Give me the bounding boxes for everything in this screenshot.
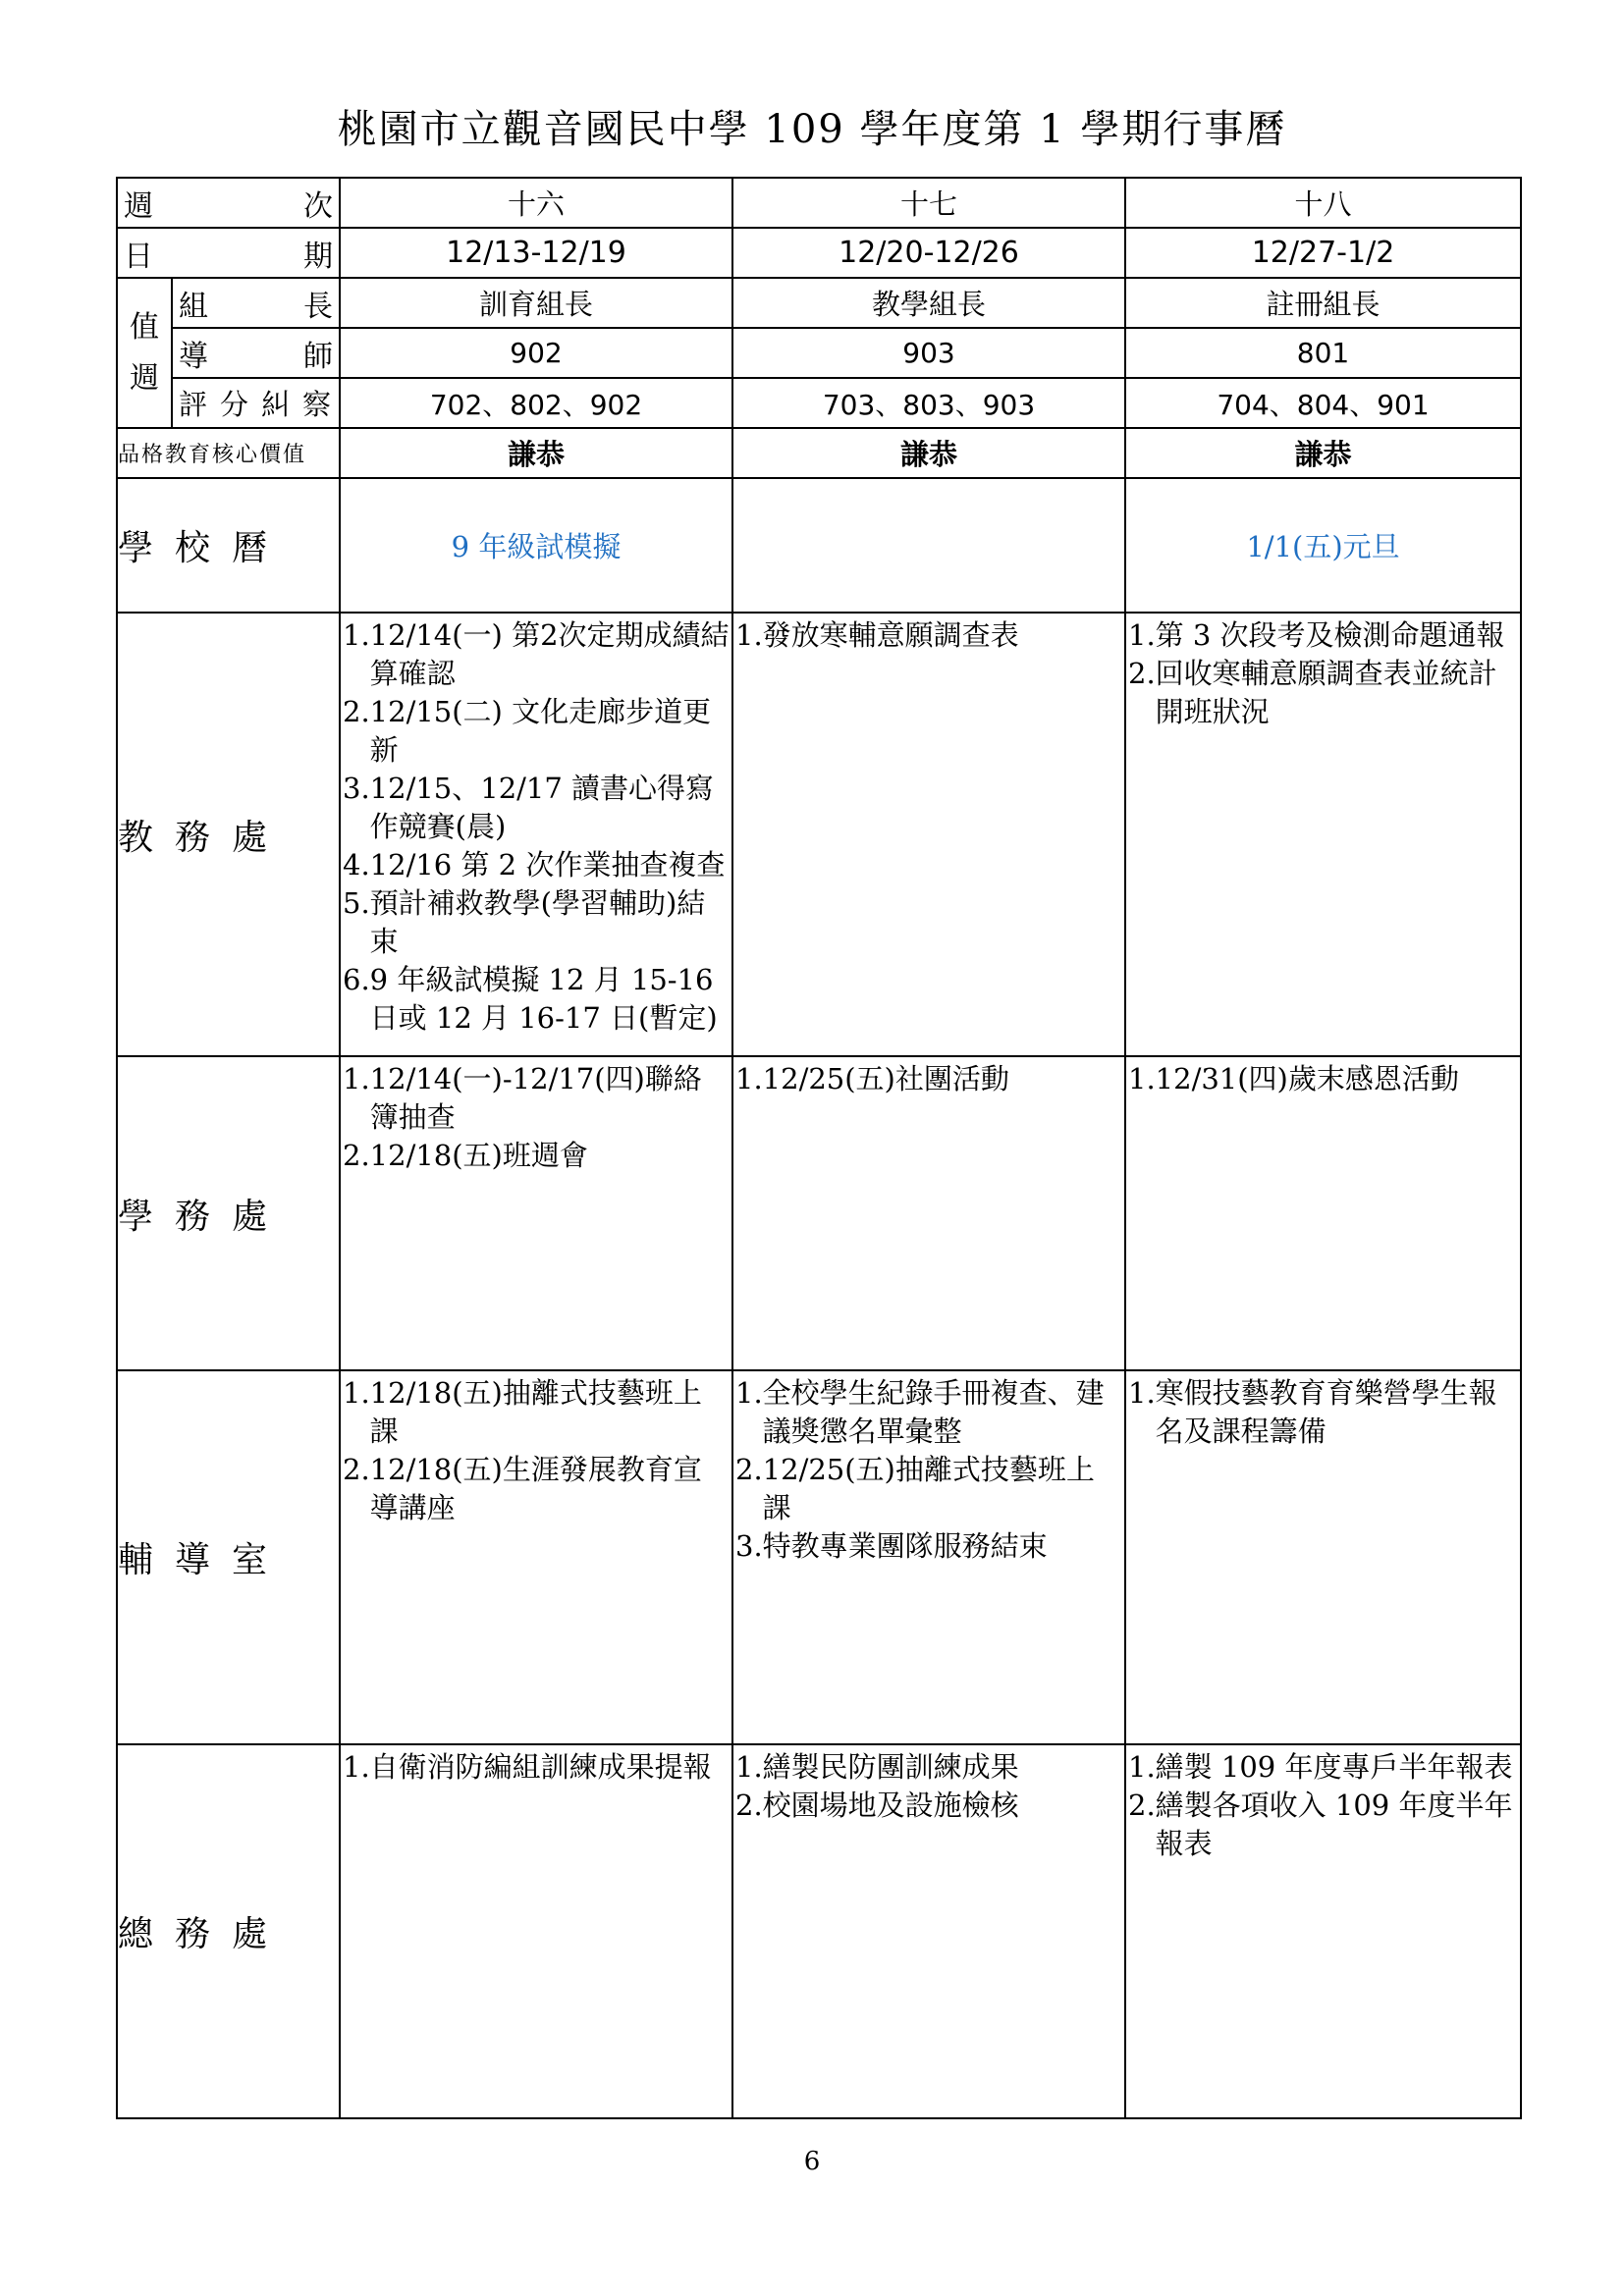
character-label-cell: 品格教育核心價值	[117, 428, 340, 478]
duty-cell: 703、803、903	[732, 378, 1125, 428]
school-calendar-cell: 1/1(五)元旦	[1125, 478, 1521, 613]
school-calendar-cell	[732, 478, 1125, 613]
dept-cell	[340, 613, 732, 1056]
week-cell: 十七	[732, 178, 1125, 228]
list-item-number: 1.	[1128, 1062, 1156, 1095]
dept-cell	[340, 1056, 732, 1370]
list-item-number: 2.	[735, 1789, 763, 1822]
duty-cell: 教學組長	[732, 278, 1125, 328]
duty-sublabel-cell	[172, 378, 340, 428]
list-item	[1128, 1787, 1518, 1863]
dept-row	[117, 1370, 1521, 1744]
duty-sublabel-cell	[172, 278, 340, 328]
list-item	[343, 693, 730, 770]
list-item	[343, 884, 730, 961]
list-item-number: 1.	[343, 618, 370, 652]
dept-cell	[1125, 1370, 1521, 1744]
list-item-number: 1.	[735, 618, 763, 652]
label-char: 長	[303, 289, 333, 324]
list-item-number: 2.	[1128, 1789, 1156, 1822]
list-item-number: 1.	[1128, 1376, 1156, 1410]
list-item-text: 特教專業團隊服務結束	[762, 1529, 1048, 1563]
list-item-text: 寒假技藝教育育樂營學生報名及課程籌備	[1155, 1376, 1497, 1448]
list-item	[343, 846, 730, 884]
dept-cell	[1125, 1744, 1521, 2118]
label-char: 察	[301, 388, 333, 421]
list-item-text: 12/14(一) 第2次定期成績結算確認	[369, 618, 730, 690]
duty-row-inspector	[117, 378, 1521, 428]
dept-row	[117, 613, 1521, 1056]
list-item-number: 1.	[343, 1062, 370, 1095]
dept-cell	[1125, 1056, 1521, 1370]
list-item	[1128, 1060, 1518, 1098]
character-cell: 謙恭	[340, 428, 732, 478]
duty-cell: 801	[1125, 328, 1521, 378]
date-cell: 12/20-12/26	[732, 228, 1125, 278]
list-item-text: 12/14(一)-12/17(四)聯絡簿抽查	[369, 1062, 702, 1134]
list-item-number: 1.	[735, 1376, 763, 1410]
list-item-text: 12/25(五)社團活動	[762, 1062, 1009, 1095]
date-cell: 12/27-1/2	[1125, 228, 1521, 278]
list-item	[343, 1137, 730, 1175]
duty-cell: 訓育組長	[340, 278, 732, 328]
character-row	[117, 428, 1521, 478]
duty-sublabel-cell	[172, 328, 340, 378]
list-item-number: 1.	[735, 1750, 763, 1784]
label-char: 值	[130, 309, 159, 345]
list-item	[343, 1060, 730, 1137]
school-calendar-row	[117, 478, 1521, 613]
list-item-text: 12/31(四)歲末感恩活動	[1155, 1062, 1459, 1095]
duty-cell: 704、804、901	[1125, 378, 1521, 428]
list-item-text: 9 年級試模擬 12 月 15-16 日或 12 月 16-17 日(暫定)	[369, 963, 718, 1035]
list-item	[1128, 616, 1518, 655]
dept-label-cell: 輔導室	[117, 1370, 340, 1744]
list-item-text: 12/18(五)班週會	[369, 1139, 588, 1172]
duty-cell: 903	[732, 328, 1125, 378]
list-item-text: 12/18(五)抽離式技藝班上課	[369, 1376, 702, 1448]
list-item-text: 自衛消防編組訓練成果提報	[369, 1750, 712, 1784]
dept-cell	[732, 1056, 1125, 1370]
list-item-text: 繕製 109 年度專戶半年報表	[1155, 1750, 1513, 1784]
character-cell: 謙恭	[1125, 428, 1521, 478]
list-item-number: 2.	[735, 1453, 763, 1486]
date-label-cell	[117, 228, 340, 278]
dept-cell	[340, 1744, 732, 2118]
dept-cell	[732, 1744, 1125, 2118]
list-item-text: 12/25(五)抽離式技藝班上課	[762, 1453, 1095, 1524]
label-char: 導	[179, 339, 208, 374]
list-item-text: 發放寒輔意願調查表	[762, 618, 1019, 652]
list-item	[735, 1060, 1122, 1098]
list-item	[343, 1748, 730, 1787]
list-item-number: 3.	[735, 1529, 763, 1563]
page-number: 6	[803, 2147, 821, 2176]
list-item-text: 12/15、12/17 讀書心得寫作競賽(晨)	[369, 772, 715, 843]
duty-cell: 702、802、902	[340, 378, 732, 428]
page-title: 桃園市立觀音國民中學 109 學年度第 1 學期行事曆	[337, 107, 1287, 152]
list-item-text: 第 3 次段考及檢測命題通報	[1155, 618, 1505, 652]
list-item-number: 2.	[1128, 657, 1156, 690]
dept-row	[117, 1056, 1521, 1370]
list-item-text: 回收寒輔意願調查表並統計開班狀況	[1155, 657, 1497, 728]
list-item	[1128, 655, 1518, 731]
date-cell: 12/13-12/19	[340, 228, 732, 278]
list-item-number: 1.	[343, 1750, 370, 1784]
label-char: 糾	[260, 388, 292, 421]
list-item-text: 預計補救教學(學習輔助)結束	[369, 886, 706, 958]
label-char: 評	[179, 388, 210, 421]
list-item-number: 1.	[1128, 618, 1156, 652]
dept-cell	[732, 1370, 1125, 1744]
duty-cell: 902	[340, 328, 732, 378]
duty-row-leader	[117, 278, 1521, 328]
list-item-number: 2.	[343, 695, 370, 728]
label-char: 分	[219, 388, 250, 421]
list-item-number: 2.	[343, 1453, 370, 1486]
week-row	[117, 178, 1521, 228]
week-cell: 十八	[1125, 178, 1521, 228]
label-char: 組	[179, 289, 208, 324]
list-item-text: 全校學生紀錄手冊複查、建議獎懲名單彙整	[762, 1376, 1105, 1448]
list-item-text: 校園場地及設施檢核	[762, 1789, 1019, 1822]
label-char: 週	[130, 360, 159, 396]
duty-label-cell	[117, 278, 172, 428]
label-char: 期	[303, 239, 333, 274]
character-cell: 謙恭	[732, 428, 1125, 478]
list-item	[735, 1748, 1122, 1787]
calendar-table	[116, 177, 1522, 2119]
list-item	[735, 1787, 1122, 1825]
list-item	[735, 1527, 1122, 1566]
list-item-text: 12/16 第 2 次作業抽查複查	[369, 848, 726, 881]
list-item	[735, 1451, 1122, 1527]
label-char: 師	[303, 339, 333, 374]
list-item-number: 1.	[735, 1062, 763, 1095]
label-char: 日	[124, 239, 153, 274]
list-item-number: 4.	[343, 848, 370, 881]
duty-row-teacher	[117, 328, 1521, 378]
list-item-number: 3.	[343, 772, 370, 805]
list-item	[1128, 1374, 1518, 1451]
label-char: 次	[303, 188, 333, 224]
list-item-number: 2.	[343, 1139, 370, 1172]
dept-label-cell: 學務處	[117, 1056, 340, 1370]
list-item	[735, 1374, 1122, 1451]
list-item	[735, 616, 1122, 655]
list-item-text: 12/15(二) 文化走廊步道更新	[369, 695, 712, 767]
list-item	[343, 1374, 730, 1451]
list-item-text: 繕製各項收入 109 年度半年報表	[1155, 1789, 1513, 1860]
list-item	[343, 770, 730, 846]
dept-label-cell: 總務處	[117, 1744, 340, 2118]
dept-cell	[1125, 613, 1521, 1056]
list-item-text: 繕製民防團訓練成果	[762, 1750, 1019, 1784]
dept-label-cell: 教務處	[117, 613, 340, 1056]
label-char: 週	[124, 188, 153, 224]
list-item	[1128, 1748, 1518, 1787]
duty-cell: 註冊組長	[1125, 278, 1521, 328]
dept-row	[117, 1744, 1521, 2118]
dept-label-cell: 學校曆	[117, 478, 340, 613]
dept-cell	[732, 613, 1125, 1056]
list-item-number: 5.	[343, 886, 370, 920]
list-item-number: 1.	[1128, 1750, 1156, 1784]
date-row	[117, 228, 1521, 278]
list-item-text: 12/18(五)生涯發展教育宣導講座	[369, 1453, 702, 1524]
list-item	[343, 616, 730, 693]
list-item-number: 1.	[343, 1376, 370, 1410]
week-label-cell	[117, 178, 340, 228]
school-calendar-cell: 9 年級試模擬	[340, 478, 732, 613]
week-cell: 十六	[340, 178, 732, 228]
list-item	[343, 961, 730, 1038]
list-item	[343, 1451, 730, 1527]
list-item-number: 6.	[343, 963, 370, 996]
dept-cell	[340, 1370, 732, 1744]
